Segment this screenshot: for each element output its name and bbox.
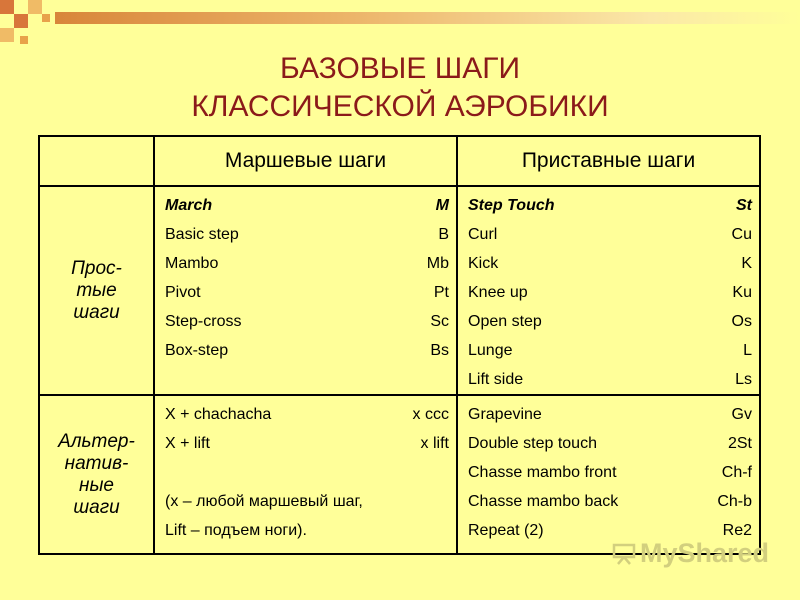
step-item bbox=[155, 249, 456, 278]
step-item bbox=[155, 220, 456, 249]
step-name: X + lift bbox=[165, 435, 210, 452]
step-item bbox=[458, 278, 759, 307]
steps-table bbox=[38, 135, 761, 555]
step-code: Bs bbox=[430, 342, 449, 359]
slide-title bbox=[0, 50, 800, 126]
corner-header-cell bbox=[39, 136, 154, 186]
step-item bbox=[458, 191, 759, 220]
step-name: Double step touch bbox=[468, 435, 597, 452]
deco-square bbox=[0, 0, 14, 14]
step-name: Step-cross bbox=[165, 313, 242, 330]
step-name: Box-step bbox=[165, 342, 229, 359]
step-name: Step Touch bbox=[468, 197, 555, 214]
step-item bbox=[458, 307, 759, 336]
step-name: Lift – подъем ноги). bbox=[165, 522, 307, 539]
step-item bbox=[155, 191, 456, 220]
step-item bbox=[458, 458, 759, 487]
watermark-text: MyShared bbox=[640, 538, 770, 568]
step-item bbox=[458, 220, 759, 249]
step-code: Sc bbox=[430, 313, 449, 330]
step-code: Os bbox=[731, 313, 752, 330]
list-gap bbox=[155, 458, 456, 487]
step-item bbox=[155, 336, 456, 365]
step-name: Pivot bbox=[165, 284, 201, 301]
step-item bbox=[458, 365, 759, 394]
step-name: Open step bbox=[468, 313, 542, 330]
side-simple-cell bbox=[457, 186, 760, 395]
step-item bbox=[155, 307, 456, 336]
step-name: Curl bbox=[468, 226, 498, 243]
step-name: Kick bbox=[468, 255, 499, 272]
step-code: K bbox=[741, 255, 752, 272]
step-name: Chasse mambo back bbox=[468, 493, 619, 510]
step-name: (x – любой маршевый шаг, bbox=[165, 493, 363, 510]
table-row bbox=[39, 186, 760, 395]
step-item bbox=[458, 249, 759, 278]
marching-simple-cell bbox=[154, 186, 457, 395]
step-name: Mambo bbox=[165, 255, 219, 272]
row-header-simple bbox=[39, 186, 154, 395]
step-item bbox=[155, 429, 456, 458]
step-name: Basic step bbox=[165, 226, 239, 243]
deco-square bbox=[28, 0, 42, 14]
step-code: Gv bbox=[731, 406, 752, 423]
deco-square bbox=[20, 36, 28, 44]
watermark bbox=[612, 538, 769, 569]
step-name: March bbox=[165, 197, 213, 214]
step-code: B bbox=[438, 226, 449, 243]
step-name: Repeat (2) bbox=[468, 522, 544, 539]
marching-alternative-cell bbox=[154, 395, 457, 554]
step-code: Mb bbox=[426, 255, 449, 272]
step-code: x lift bbox=[420, 435, 449, 452]
step-name: Lunge bbox=[468, 342, 513, 359]
step-code: Cu bbox=[731, 226, 752, 243]
step-item bbox=[458, 487, 759, 516]
step-name: Chasse mambo front bbox=[468, 464, 617, 481]
row-header-label: Прос- тые шаги bbox=[71, 257, 122, 323]
step-code: M bbox=[435, 197, 449, 214]
step-name: Grapevine bbox=[468, 406, 542, 423]
step-item bbox=[155, 516, 456, 545]
step-item bbox=[155, 278, 456, 307]
step-code: L bbox=[743, 342, 752, 359]
title-line-2: КЛАССИЧЕСКОЙ АЭРОБИКИ bbox=[191, 90, 609, 123]
step-name: X + chachacha bbox=[165, 406, 272, 423]
presentation-icon bbox=[612, 543, 636, 565]
step-code: Ch-b bbox=[717, 493, 752, 510]
step-code: Ch-f bbox=[721, 464, 752, 481]
step-code: Re2 bbox=[722, 522, 752, 539]
title-line-1: БАЗОВЫЕ ШАГИ bbox=[279, 52, 521, 85]
row-header-alternative bbox=[39, 395, 154, 554]
step-item bbox=[458, 336, 759, 365]
step-code: Ku bbox=[732, 284, 752, 301]
step-name: Knee up bbox=[468, 284, 528, 301]
deco-square bbox=[14, 14, 28, 28]
step-item bbox=[155, 487, 456, 516]
step-item bbox=[458, 400, 759, 429]
step-name: Lift side bbox=[468, 371, 524, 388]
step-code: St bbox=[736, 197, 752, 214]
table-header-row bbox=[39, 136, 760, 186]
table-row bbox=[39, 395, 760, 554]
step-item bbox=[155, 400, 456, 429]
column-header-marching: Маршевые шаги bbox=[154, 136, 457, 186]
column-header-side: Приставные шаги bbox=[457, 136, 760, 186]
row-header-label: Альтер- натив- ные шаги bbox=[58, 430, 135, 518]
side-alternative-cell bbox=[457, 395, 760, 554]
step-code: Ls bbox=[735, 371, 752, 388]
step-code: Pt bbox=[433, 284, 449, 301]
step-code: 2St bbox=[727, 435, 752, 452]
corner-decoration bbox=[0, 0, 70, 55]
header-gradient-bar bbox=[55, 12, 800, 24]
deco-square bbox=[0, 28, 14, 42]
step-code: x ccc bbox=[412, 406, 449, 423]
deco-square bbox=[42, 14, 50, 22]
step-item bbox=[458, 429, 759, 458]
